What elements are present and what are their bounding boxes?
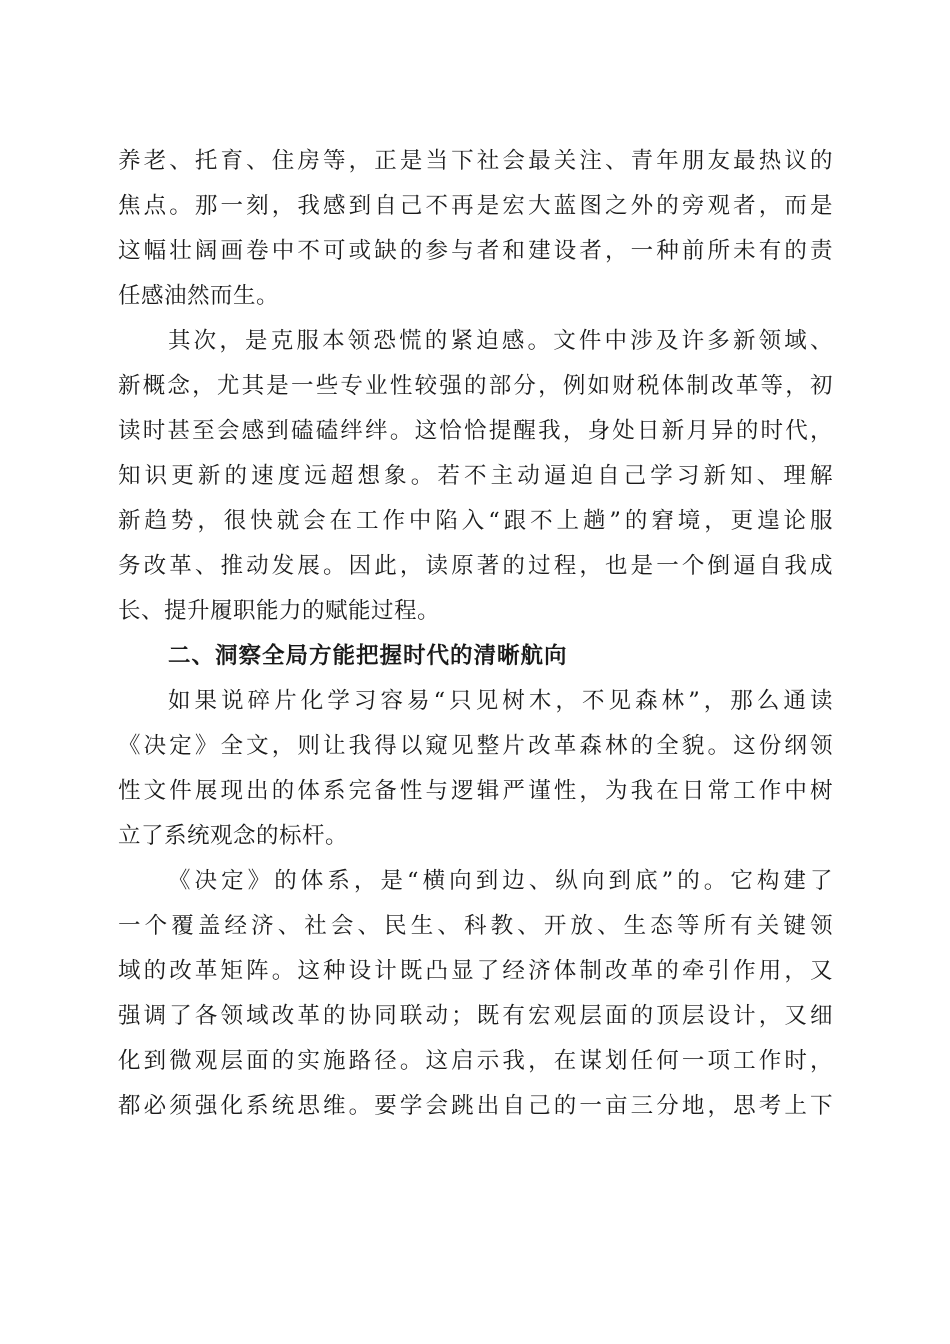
text-line: 《决定》全文，则让我得以窥见整片改革森林的全貌。这份纲领	[118, 733, 833, 759]
text-line: 新概念，尤其是一些专业性较强的部分，例如财税体制改革等，初	[118, 373, 833, 399]
text-line: 都必须强化系统思维。要学会跳出自己的一亩三分地，思考上下	[118, 1093, 833, 1119]
text-line: 任感油然而生。	[118, 283, 280, 309]
text-line: 《决定》的体系，是“横向到边、纵向到底”的。它构建了	[168, 868, 833, 894]
text-line: 知识更新的速度远超想象。若不主动逼迫自己学习新知、理解	[118, 463, 833, 489]
paragraph-continuation	[118, 139, 833, 319]
text-line: 读时甚至会感到磕磕绊绊。这恰恰提醒我，身处日新月异的时代，	[118, 418, 833, 444]
text-line: 立了系统观念的标杆。	[118, 823, 349, 849]
text-line: 其次，是克服本领恐慌的紧迫感。文件中涉及许多新领域、	[168, 328, 833, 354]
paragraph-fragmented-learning	[118, 679, 833, 859]
section-heading: 二、洞察全局方能把握时代的清晰航向	[168, 643, 568, 669]
paragraph-competence-urgency	[118, 319, 833, 634]
text-line: 化到微观层面的实施路径。这启示我，在谋划任何一项工作时，	[118, 1048, 833, 1074]
paragraph-decision-system	[118, 859, 833, 1129]
text-line: 养老、托育、住房等，正是当下社会最关注、青年朋友最热议的	[118, 148, 833, 174]
text-line: 焦点。那一刻，我感到自己不再是宏大蓝图之外的旁观者，而是	[118, 193, 833, 219]
text-line: 如果说碎片化学习容易“只见树木，不见森林”，那么通读	[168, 688, 833, 714]
text-line: 长、提升履职能力的赋能过程。	[118, 598, 441, 624]
text-line: 一个覆盖经济、社会、民生、科教、开放、生态等所有关键领	[118, 913, 833, 939]
text-line: 性文件展现出的体系完备性与逻辑严谨性，为我在日常工作中树	[118, 778, 833, 804]
text-line: 域的改革矩阵。这种设计既凸显了经济体制改革的牵引作用，又	[118, 958, 833, 984]
document-body	[118, 139, 833, 1129]
text-line: 务改革、推动发展。因此，读原著的过程，也是一个倒逼自我成	[118, 553, 833, 579]
text-line: 这幅壮阔画卷中不可或缺的参与者和建设者，一种前所未有的责	[118, 238, 833, 264]
text-line: 新趋势，很快就会在工作中陷入“跟不上趟”的窘境，更遑论服	[118, 508, 833, 534]
text-line: 强调了各领域改革的协同联动；既有宏观层面的顶层设计，又细	[118, 1003, 833, 1029]
